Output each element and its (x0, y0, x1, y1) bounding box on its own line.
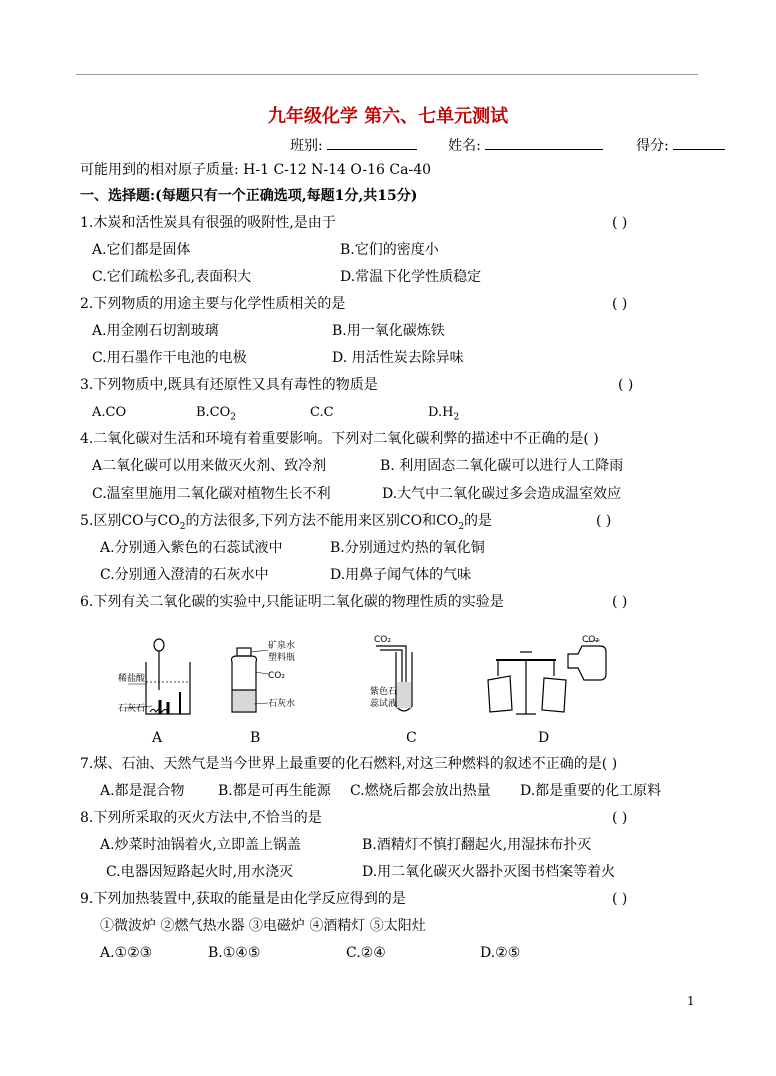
q8-option-d: D.用二氧化碳灭火器扑灭图书档案等着火 (362, 864, 616, 880)
question-6-stem: 6.下列有关二氧化碳的实验中,只能证明二氧化碳的物理性质的实验是 (80, 594, 504, 610)
q1-option-d: D.常温下化学性质稳定 (340, 269, 482, 285)
q5-option-a: A.分别通入紫色的石蕊试液中 (100, 540, 283, 556)
q8-option-b: B.酒精灯不慎打翻起火,用湿抹布扑灭 (362, 837, 592, 853)
fig-b-label-1: 矿泉水 (268, 641, 296, 651)
q7-option-d: D.都是重要的化工原料 (520, 783, 662, 799)
q3-option-d: $D.H_2$ (428, 405, 460, 423)
q2-option-b: B.用一氧化碳炼铁 (332, 323, 445, 339)
q1-option-a: A.它们都是固体 (92, 242, 191, 258)
q4-option-a: A二氧化碳可以用来做灭火剂、致冷剂 (92, 458, 327, 474)
score-label: 得分: (636, 138, 669, 154)
name-label: 姓名: (448, 138, 481, 154)
fig-b-label-3: CO₂ (268, 671, 285, 681)
q8-option-a: A.炒菜时油锅着火,立即盖上锅盖 (100, 837, 302, 853)
q4-option-d: D.大气中二氧化碳过多会造成温室效应 (382, 486, 622, 502)
q7-option-a: A.都是混合物 (100, 783, 185, 799)
q2-option-c: C.用石墨作干电池的电极 (92, 350, 247, 366)
figure-d-balance (488, 640, 606, 714)
q3-option-a: A.CO (92, 405, 127, 420)
fig-b-label-4: 石灰水 (268, 699, 296, 709)
question-2-stem: 2.下列物质的用途主要与化学性质相关的是 (80, 296, 346, 312)
q5-option-b: B.分别通过灼热的氧化铜 (330, 540, 485, 556)
q1-option-c: C.它们疏松多孔,表面积大 (92, 269, 252, 285)
page-title: 九年级化学 第六、七单元测试 (267, 106, 509, 127)
section-heading: 一、选择题:(每题只有一个正确选项,每题1分,共15分) (80, 188, 418, 204)
question-7-stem: 7.煤、石油、天然气是当今世界上最重要的化石燃料,对这三种燃料的叙述不正确的是( ) (80, 756, 618, 772)
answer-paren-3[interactable]: ( ) (618, 377, 634, 393)
fig-b-label-2: 塑料瓶 (268, 653, 296, 663)
answer-paren-9[interactable]: ( ) (612, 891, 628, 907)
question-3-stem: 3.下列物质中,既具有还原性又具有毒性的物质是 (80, 377, 378, 393)
q2-option-a: A.用金刚石切割玻璃 (92, 323, 219, 339)
figure-label-c: C (406, 730, 417, 746)
answer-paren-6[interactable]: ( ) (612, 594, 628, 610)
q5-option-d: D.用鼻子闻气体的气味 (330, 567, 472, 583)
q9-option-c: C.②④ (346, 945, 386, 961)
q4-option-b: B. 利用固态二氧化碳可以进行人工降雨 (380, 458, 624, 474)
question-1-stem: 1.木炭和活性炭具有很强的吸附性,是由于 (80, 215, 336, 231)
q3-option-b: $B.CO_2$ (196, 405, 237, 423)
answer-paren-5[interactable]: ( ) (596, 513, 612, 529)
fig-a-label-1: 稀盐酸 (118, 674, 146, 684)
q9-option-a: A.①②③ (100, 945, 153, 961)
fig-d-label-1: CO₂ (582, 635, 599, 645)
atomic-masses: 可能用到的相对原子质量: H-1 C-12 N-14 O-16 Ca-40 (80, 162, 432, 178)
q9-option-d: D.②⑤ (480, 945, 521, 961)
q2-option-d: D. 用活性炭去除异味 (332, 350, 464, 366)
fig-c-label-1: CO₂ (374, 635, 391, 645)
figure-label-d: D (538, 730, 550, 746)
q5-option-c: C.分别通入澄清的石灰水中 (100, 567, 269, 583)
answer-paren-1[interactable]: ( ) (612, 215, 628, 231)
question-5-stem: 5.区别CO与$CO_2$的方法很多,下列方法不能用来区别CO和$CO_2$的是 (80, 513, 493, 532)
class-label: 班别: (290, 138, 323, 154)
figure-label-a: A (152, 730, 163, 746)
q9-list: ①微波炉 ②燃气热水器 ③电磁炉 ④酒精灯 ⑤太阳灶 (100, 918, 426, 934)
q9-option-b: B.①④⑤ (208, 945, 261, 961)
q8-option-c: C.电器因短路起火时,用水浇灭 (106, 864, 294, 880)
question-4-stem: 4.二氧化碳对生活和环境有着重要影响。下列对二氧化碳利弊的描述中不正确的是( ) (80, 431, 599, 447)
fig-a-label-2: 石灰石 (118, 704, 146, 714)
q4-option-c: C.温室里施用二氧化碳对植物生长不利 (92, 486, 331, 502)
figure-label-b: B (250, 730, 261, 746)
question-9-stem: 9.下列加热装置中,获取的能量是由化学反应得到的是 (80, 891, 406, 907)
q1-option-b: B.它们的密度小 (340, 242, 439, 258)
q3-option-c: C.C (310, 405, 334, 420)
figure-b-bottle (232, 648, 268, 712)
fig-c-label-3: 蕊试液 (370, 699, 398, 709)
answer-paren-2[interactable]: ( ) (612, 296, 628, 312)
q7-option-c: C.燃烧后都会放出热量 (350, 783, 491, 799)
question-8-stem: 8.下列所采取的灭火方法中,不恰当的是 (80, 810, 322, 826)
page-number: 1 (687, 994, 695, 1008)
q7-option-b: B.都是可再生能源 (218, 783, 331, 799)
answer-paren-8[interactable]: ( ) (612, 810, 628, 826)
fig-c-label-2: 紫色石 (370, 687, 398, 697)
